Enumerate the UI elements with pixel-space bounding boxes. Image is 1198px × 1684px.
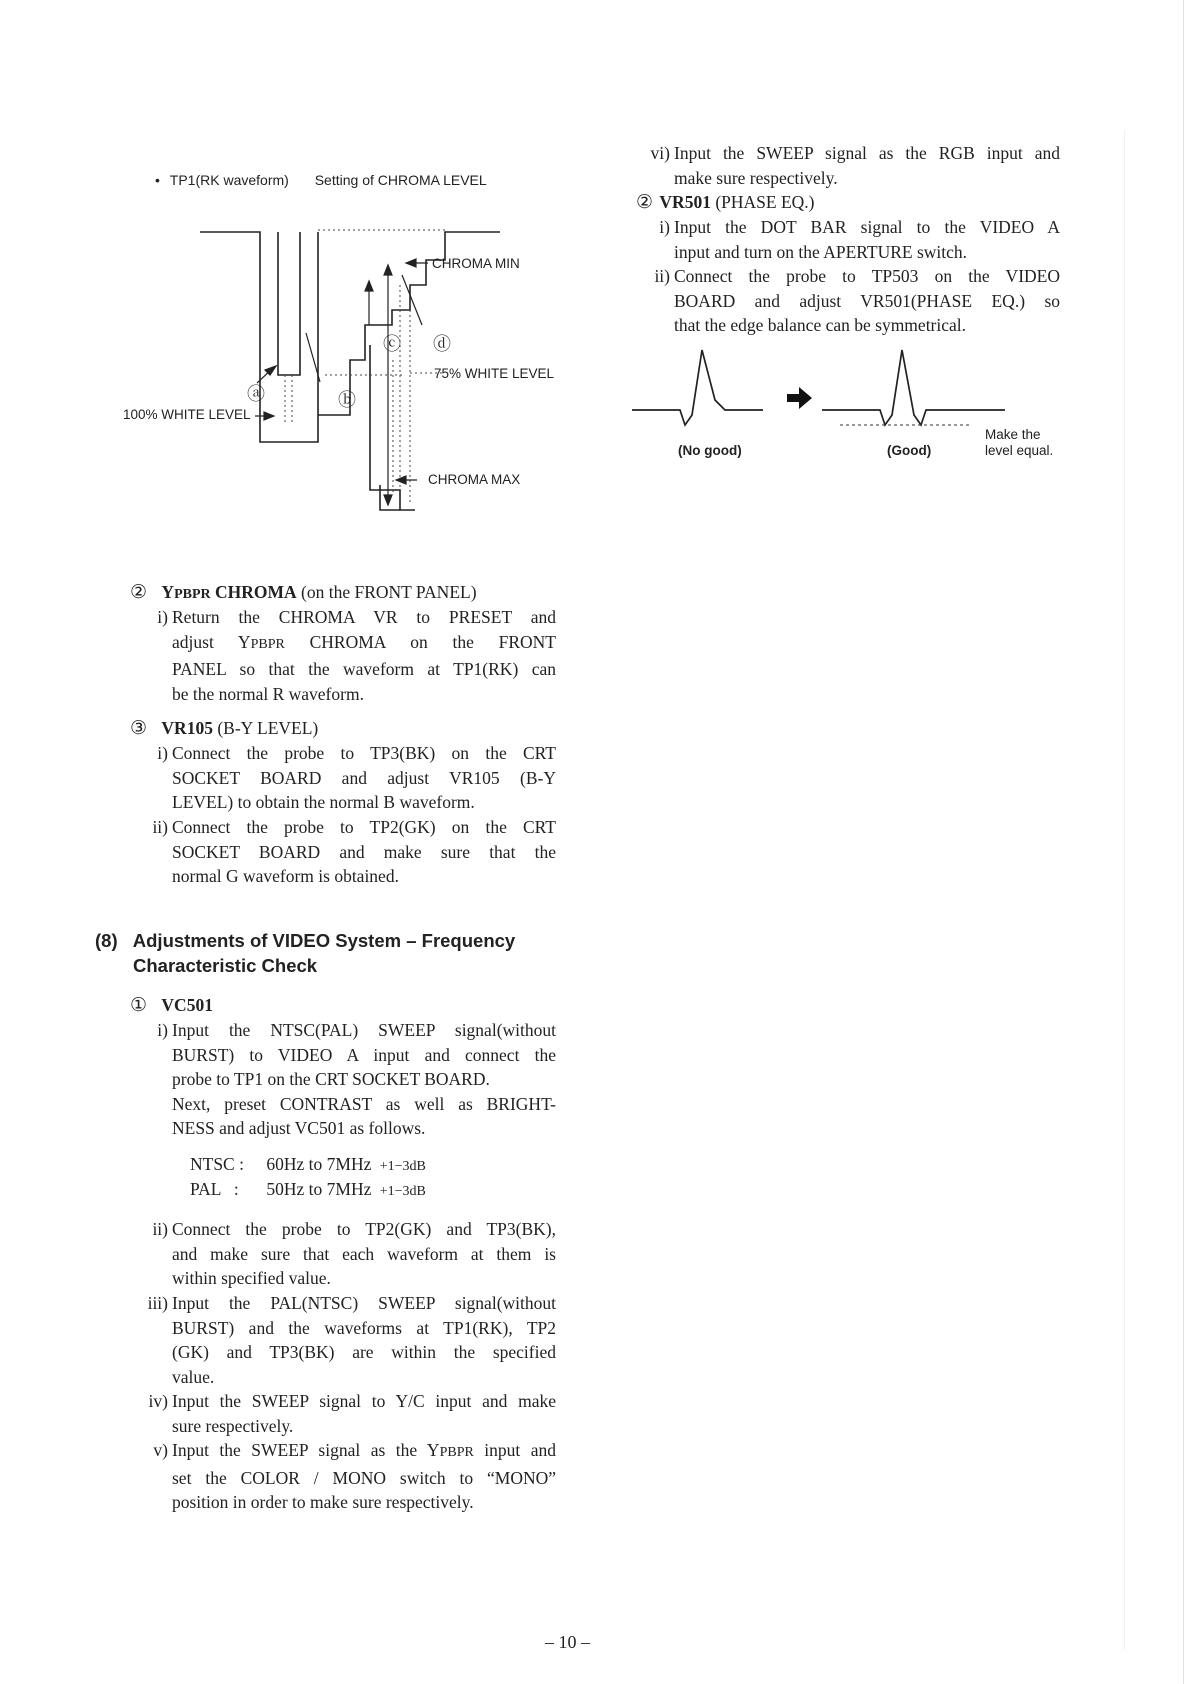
marker-c: ⓒ	[383, 334, 401, 354]
sec3-heading	[130, 716, 318, 742]
sec8-v-line1-b: input and	[473, 1440, 556, 1460]
bullet: •	[155, 172, 160, 188]
sec2-i-line2-pr: PR	[267, 636, 285, 652]
label-make-line2: level equal.	[985, 443, 1054, 458]
right-ii-line2: BOARD and adjust VR501(PHASE EQ.) so	[674, 290, 1060, 311]
right-vi-line2: make sure respectively.	[674, 167, 838, 188]
sec3-ii-line1: Connect the probe to TP2(GK) on the CRT	[172, 817, 556, 837]
fig-left-title-tp1: TP1(RK waveform)	[169, 172, 289, 188]
spec-ntsc-row	[190, 1152, 426, 1179]
item-number: v)	[153, 1440, 168, 1460]
label-no-good: (No good)	[678, 443, 742, 458]
sec2-title-pb: PB	[174, 587, 192, 602]
sec8-v-line1-pr: PR	[456, 1445, 474, 1460]
item-number: i)	[157, 1020, 168, 1040]
sec3-title-rest: (B-Y LEVEL)	[212, 718, 319, 738]
right-ii-line1: Connect the probe to TP503 on the VIDEO	[674, 266, 1060, 286]
label-75-white-level: 75% WHITE LEVEL	[434, 366, 555, 381]
sec8-v-line3: position in order to make sure respectively.	[172, 1492, 474, 1512]
vr501-circle: ②	[636, 192, 654, 213]
sec8-v-line1-pb: PB	[439, 1445, 457, 1460]
sec8-iii-line1: Input the PAL(NTSC) SWEEP signal(without	[172, 1293, 556, 1313]
sec8-i-line4: Next, preset CONTRAST as well as BRIGHT-	[172, 1093, 556, 1114]
sec8-iv-line2: sure respectively.	[172, 1415, 294, 1436]
item-number: iii)	[147, 1293, 168, 1313]
sec8-v-line2: set the COLOR / MONO switch to “MONO”	[172, 1467, 556, 1488]
sec2-i-line3: PANEL so that the waveform at TP1(RK) can	[172, 659, 556, 679]
item-number: ii)	[152, 1219, 168, 1239]
label-100-white-level: 100% WHITE LEVEL	[123, 407, 251, 422]
sec8-ii-line2: and make sure that each waveform at them is	[172, 1243, 556, 1264]
right-i-line1: Input the DOT BAR signal to the VIDEO A	[674, 217, 1060, 237]
right-vi-line1: Input the SWEEP signal as the RGB input and	[674, 143, 1060, 163]
sec8-i-line3: probe to TP1 on the CRT SOCKET BOARD.	[172, 1069, 490, 1089]
right-ii-line3: that the edge balance can be symmetrical.	[674, 315, 967, 335]
item-number: ii)	[152, 817, 168, 837]
sec3-ii-line2: SOCKET BOARD and make sure that the	[172, 841, 556, 862]
waveform-good	[822, 350, 1005, 425]
arrow-right-icon	[787, 387, 812, 409]
marker-d: ⓓ	[433, 334, 451, 354]
vr501-title-rest: (PHASE EQ.)	[710, 192, 815, 212]
sec8-title-line1: Adjustments of VIDEO System – Frequency	[132, 930, 516, 951]
vc501-title: VC501	[161, 995, 213, 1015]
sec2-i-line2	[172, 630, 556, 658]
sec2-circle: ②	[130, 582, 148, 603]
sec2-i-line1: Return the CHROMA VR to PRESET and	[172, 607, 556, 627]
sec2-i-line2-b: CHROMA on the FRONT	[284, 631, 556, 652]
sec3-i-line1: Connect the probe to TP3(BK) on the CRT	[172, 743, 556, 763]
waveform-no-good	[632, 350, 763, 425]
sec2-title-pr: PR	[191, 587, 211, 602]
label-make-line1: Make the	[985, 427, 1041, 442]
right-i-line2: input and turn on the APERTURE switch.	[674, 241, 968, 262]
sec8-title-line2: Characteristic Check	[133, 955, 318, 976]
vr501-title: VR501	[659, 192, 711, 212]
sec2-title-prefix: Y	[161, 582, 175, 602]
sec8-iv-line1: Input the SWEEP signal to Y/C input and make	[172, 1391, 556, 1411]
spec-pal-value: 50Hz to 7MHz	[266, 1179, 372, 1199]
sec8-iii-line4: value.	[172, 1366, 215, 1387]
spec-pal-label: PAL :	[190, 1179, 239, 1199]
fig-left-title-setting: Setting of CHROMA LEVEL	[314, 172, 487, 188]
label-make-level-equal	[985, 427, 1053, 459]
sec8-number: (8)	[95, 930, 118, 951]
sec8-v-line1-a: Input the SWEEP signal as the Y	[172, 1440, 440, 1460]
scan-edge-line-faint	[1124, 130, 1125, 1650]
label-chroma-max: CHROMA MAX	[428, 472, 521, 487]
marker-a: ⓐ	[247, 384, 265, 404]
sec8-iii-line3: (GK) and TP3(BK) are within the specified	[172, 1342, 556, 1362]
sec2-i-line2-pb: PB	[250, 636, 268, 652]
sec8-heading	[95, 928, 565, 953]
item-number: vi)	[650, 143, 670, 163]
sec8-i-line5: NESS and adjust VC501 as follows.	[172, 1118, 426, 1138]
spec-ntsc-value: 60Hz to 7MHz	[266, 1154, 372, 1174]
sec3-ii-line3: normal G waveform is obtained.	[172, 866, 399, 886]
sec3-title: VR105	[161, 718, 213, 738]
spec-pal-row	[190, 1177, 426, 1204]
sec8-v-line1	[172, 1438, 556, 1466]
sec2-i-line4: be the normal R waveform.	[172, 683, 364, 704]
marker-b: ⓑ	[338, 390, 356, 410]
item-number: i)	[157, 607, 168, 627]
sec8-i-line1: Input the NTSC(PAL) SWEEP signal(without	[172, 1020, 556, 1040]
spec-pal-tolerance: +1−3dB	[379, 1184, 426, 1199]
page-number: – 10 –	[545, 1632, 590, 1652]
spec-ntsc-tolerance: +1−3dB	[379, 1159, 426, 1174]
sec2-title-rest: (on the FRONT PANEL)	[296, 582, 477, 602]
item-number: ii)	[654, 266, 670, 286]
spec-ntsc-label: NTSC :	[190, 1154, 244, 1174]
label-chroma-min: CHROMA MIN	[432, 256, 520, 271]
sec3-i-line2: SOCKET BOARD and adjust VR105 (B-Y	[172, 767, 556, 788]
scan-edge-line	[1183, 0, 1184, 1684]
item-number: i)	[659, 217, 670, 237]
sec2-title-suffix: CHROMA	[210, 582, 297, 602]
sec8-iii-line2: BURST) and the waveforms at TP1(RK), TP2	[172, 1317, 556, 1338]
sec3-circle: ③	[130, 718, 148, 739]
sec8-ii-line3: within specified value.	[172, 1268, 331, 1288]
vc501-circle: ①	[130, 995, 148, 1016]
sec8-i-line2: BURST) to VIDEO A input and connect the	[172, 1044, 556, 1065]
item-number: i)	[157, 743, 168, 763]
waveform-inner	[278, 232, 300, 375]
vr501-heading	[636, 190, 815, 216]
sec3-i-line3: LEVEL) to obtain the normal B waveform.	[172, 792, 475, 812]
item-number: iv)	[148, 1391, 168, 1411]
sec2-i-line2-a: adjust Y	[172, 631, 251, 652]
sec2-heading	[130, 580, 477, 608]
vc501-heading	[130, 993, 213, 1019]
label-good: (Good)	[887, 443, 932, 458]
fig-left-caption	[155, 172, 487, 188]
sec8-ii-line1: Connect the probe to TP2(GK) and TP3(BK),	[172, 1219, 556, 1239]
